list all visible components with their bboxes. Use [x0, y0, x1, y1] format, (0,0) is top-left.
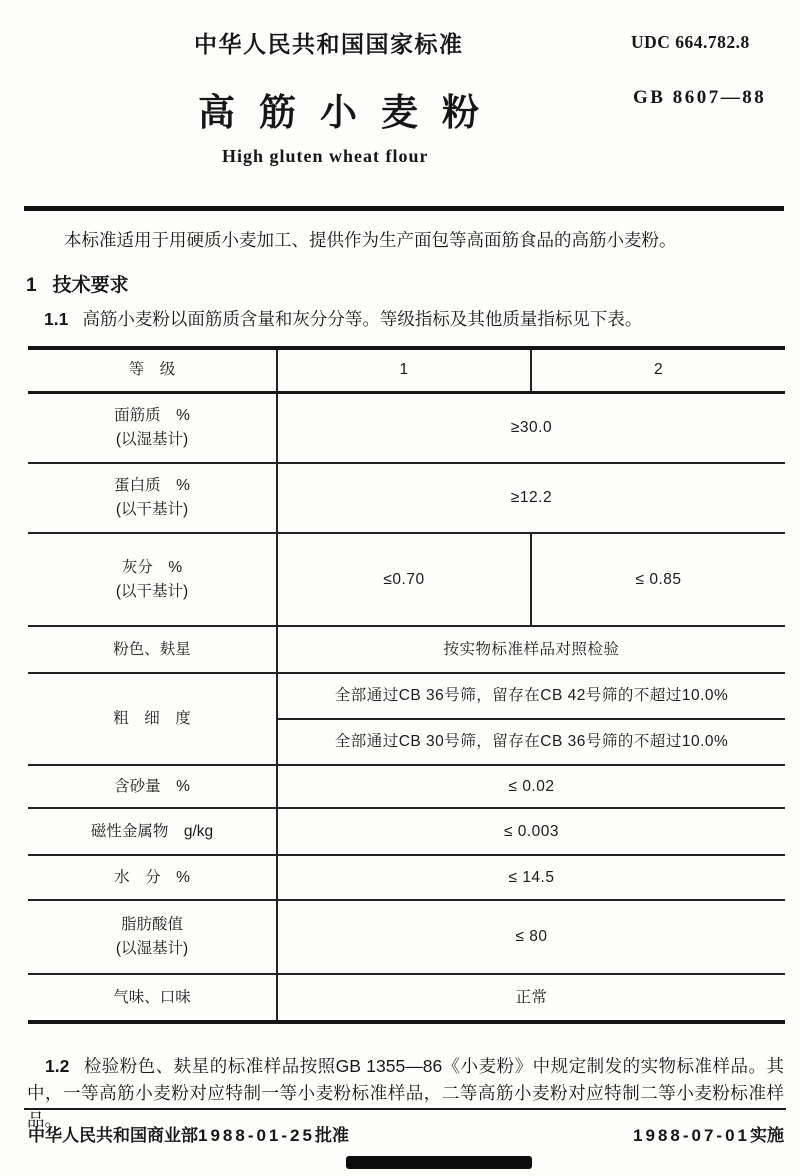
table-row-grade: [28, 348, 785, 392]
magnetic-label: 磁性金属物 g/kg: [28, 808, 277, 855]
ash-value-grade2: ≤ 0.85: [531, 533, 785, 626]
section-1-heading: [26, 270, 129, 297]
ash-label-line1: 灰分 %: [121, 558, 183, 576]
spec-table: [28, 346, 785, 1024]
table-row-ash: [28, 533, 785, 626]
sand-label: 含砂量 %: [28, 765, 277, 808]
protein-value: ≥12.2: [277, 463, 785, 533]
footer-rule: [24, 1108, 786, 1110]
color-bran-value: 按实物标准样品对照检验: [277, 626, 785, 673]
moisture-label: 水 分 %: [28, 855, 277, 900]
table-row-sand: [28, 765, 785, 808]
odor-value: 正常: [515, 988, 548, 1006]
table-row-protein: [28, 463, 785, 533]
header-standard-label: 中华人民共和国国家标准: [194, 31, 464, 57]
table-row-color-bran: [28, 626, 785, 673]
clause-1-1: [44, 306, 784, 331]
fatty-acid-label: [28, 900, 277, 974]
approval-text: [28, 1121, 349, 1146]
table-row-fatty-acid: [28, 900, 785, 974]
grade-label: 等 级: [28, 348, 277, 392]
fatty-acid-value: ≤ 80: [277, 900, 785, 974]
table-row-magnetic: [28, 808, 785, 855]
scan-artifact-bar: [346, 1156, 532, 1169]
grade-2-header: 2: [531, 348, 785, 392]
standard-number: GB 8607—88: [633, 87, 767, 108]
section-1-title: 技术要求: [52, 275, 129, 296]
header-rule: [24, 206, 784, 211]
udc-number: UDC 664.782.8: [631, 32, 750, 52]
implementation-suffix: 实施: [750, 1126, 784, 1145]
table-row-moisture: [28, 855, 785, 900]
odor-label: 气味、口味: [28, 974, 277, 1022]
fatty-acid-label-line1: 脂肪酸值: [120, 916, 183, 933]
gluten-label: [28, 392, 277, 463]
approval-date: 1988-01-25: [198, 1126, 315, 1145]
ash-label: [28, 533, 277, 626]
protein-label-line2: (以干基计): [115, 501, 189, 518]
approval-suffix: 批准: [314, 1126, 349, 1145]
granularity-label: 粗 细 度: [28, 673, 277, 765]
granularity-value-1: 全部通过CB 36号筛，留存在CB 42号筛的不超过10.0%: [277, 673, 785, 719]
table-row-gluten: [28, 392, 785, 463]
implementation-text: [633, 1121, 784, 1146]
gluten-label-line1: 面筋质 %: [114, 406, 190, 424]
section-1-number: 1: [26, 275, 37, 296]
grade-1-header: 1: [277, 348, 531, 392]
table-row-granularity-1: [28, 673, 785, 719]
table-row-odor: [28, 974, 785, 1022]
magnetic-value: ≤ 0.003: [277, 808, 785, 855]
implementation-date: 1988-07-01: [633, 1126, 750, 1145]
moisture-value: ≤ 14.5: [277, 855, 785, 900]
ash-label-line2: (以干基计): [115, 582, 189, 600]
clause-1-1-number: 1.1: [44, 309, 69, 329]
clause-1-2-text: 检验粉色、麸星的标准样品按照GB 1355—86《小麦粉》中规定制发的实物标准样品。其中，一等高筋小麦粉对应特制一等小麦粉标准样品，二等高筋小麦粉对应特制二等小麦粉标准样品。: [27, 1056, 784, 1130]
clause-1-2-number: 1.2: [45, 1056, 70, 1076]
gluten-label-line2: (以湿基计): [115, 430, 189, 448]
document-title-cn: 高筋小麦粉: [198, 92, 503, 133]
granularity-value-2: 全部通过CB 30号筛，留存在CB 36号筛的不超过10.0%: [277, 719, 785, 765]
protein-label: [28, 463, 277, 533]
ash-value-grade1: ≤0.70: [277, 533, 531, 626]
fatty-acid-label-line2: (以湿基计): [115, 940, 189, 957]
gluten-value: ≥30.0: [277, 392, 785, 463]
document-title-en: High gluten wheat flour: [222, 146, 429, 166]
footer: [28, 1121, 784, 1146]
approval-org: 中华人民共和国商业部: [28, 1126, 198, 1145]
sand-value: ≤ 0.02: [277, 765, 785, 808]
color-bran-label: 粉色、麸星: [28, 626, 277, 673]
protein-label-line1: 蛋白质 %: [114, 477, 190, 494]
clause-1-1-text: 高筋小麦粉以面筋质含量和灰分分等。等级指标及其他质量指标见下表。: [82, 309, 643, 329]
scope-paragraph: 本标准适用于用硬质小麦加工、提供作为生产面包等高面筋食品的高筋小麦粉。: [64, 230, 677, 250]
